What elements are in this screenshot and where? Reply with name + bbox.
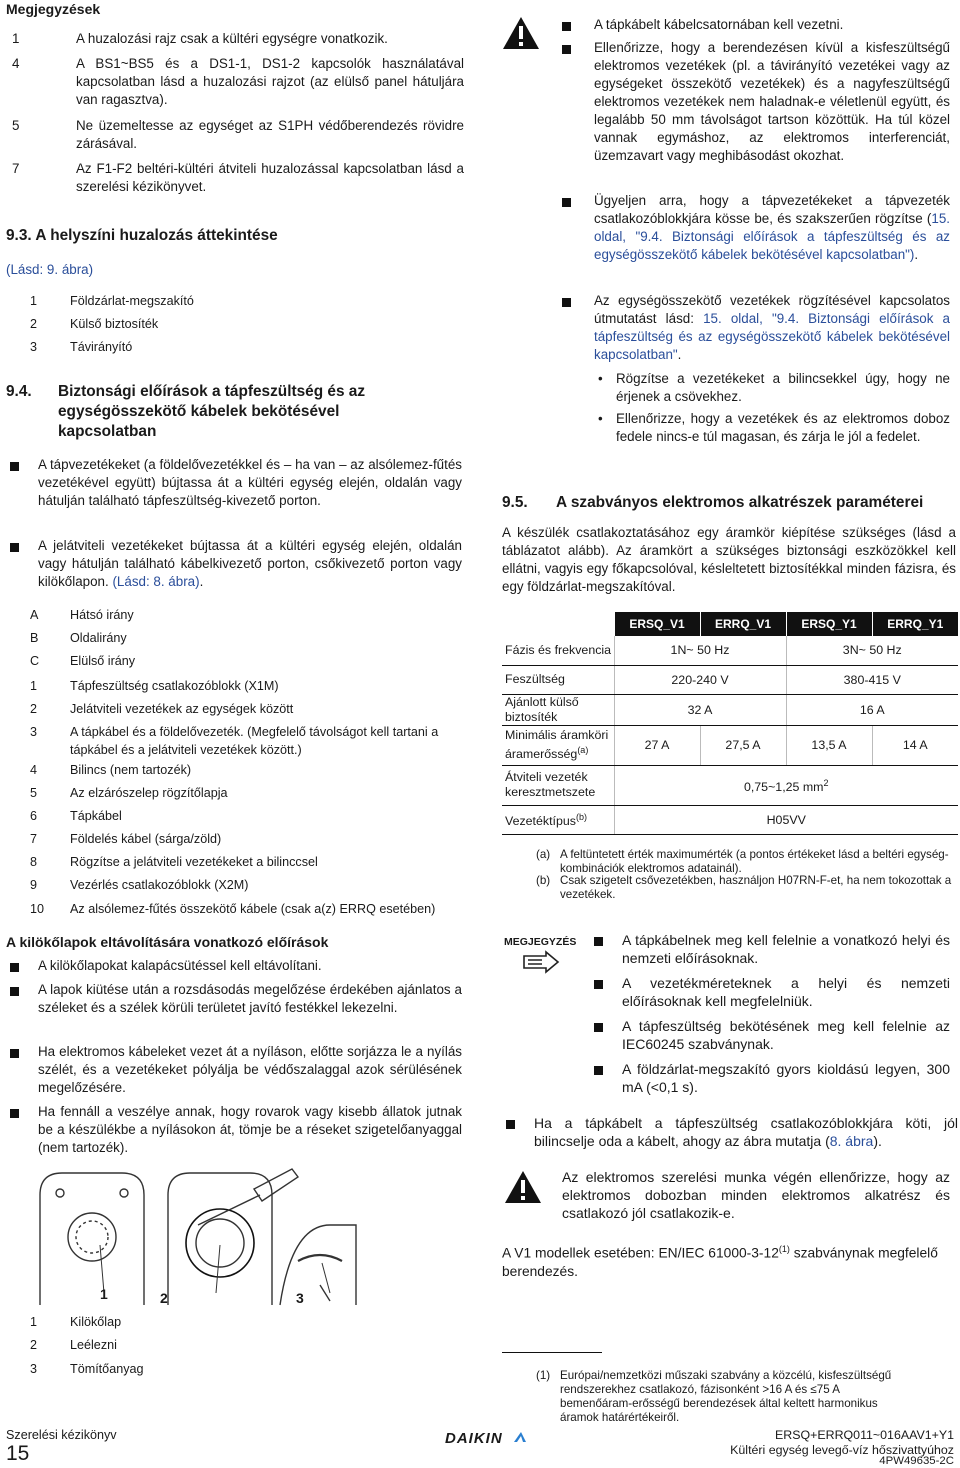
- file-tool: [198, 1169, 298, 1225]
- daikin-logo-mark-icon: [513, 1431, 527, 1443]
- section-9-3-title: 9.3. A helyszíni huzalozás áttekintése: [6, 227, 278, 244]
- clamp-instruction: [534, 1114, 958, 1150]
- knockout-item: A lapok kiütése után a rozsdásodás megelőzése érdekében ajánlatos a széleket és a szélek körüli területet javító festékkel lekezelni.: [38, 982, 462, 1015]
- pointing-hand-icon: [522, 950, 560, 974]
- legend-num: 1: [30, 679, 38, 693]
- legend-text: Az elzárószelep rögzítőlapja: [70, 786, 228, 800]
- daikin-logo: DAIKIN: [445, 1430, 503, 1447]
- item-num: 1: [30, 1315, 38, 1329]
- bullet-square-icon: [562, 298, 571, 307]
- table-cell: 220-240 V: [614, 665, 786, 694]
- bullet-square-icon: [594, 1023, 603, 1032]
- table-corner: [502, 612, 614, 636]
- table-note-num: (a): [536, 848, 551, 861]
- v1-standard: [502, 1240, 956, 1281]
- note-text: A BS1~BS5 és a DS1-1, DS1-2 kapcsolók használatával kapcsolatban lásd a huzalozási rajzot (az elülső panel hátuljára van ragasztva).: [76, 56, 464, 107]
- figure-label: 2: [160, 1290, 168, 1306]
- note-num: 1: [12, 31, 20, 46]
- cell-value: 0,75~1,25 mm: [743, 780, 824, 795]
- footnote-num: (1): [536, 1369, 551, 1382]
- legend-num: B: [30, 631, 39, 645]
- knockout-hole-2: [196, 1219, 244, 1267]
- item-num: 2: [30, 317, 38, 331]
- figure-label: 3: [296, 1290, 304, 1306]
- row-label: Átviteli vezeték keresztmetszete: [502, 765, 614, 805]
- section-9-5-intro: A készülék csatlakoztatásához egy áramkör kiépítése szükséges (lásd a táblázatot alább). Az áramkört a szükséges biztonsági eszközökkel kell ellátni, vagyis egy főkapcsolóval, késleltetett biztosítékkal minden fázisra, és egy földzárlat-megszakítóval.: [502, 525, 956, 594]
- item-num: 2: [30, 1338, 38, 1352]
- section-9-4-link[interactable]: 15. oldal, "9.4. Biztonsági előírások a tápfeszültség és az egységösszekötő kábelek bekötésével kapcsolatban": [594, 311, 950, 362]
- legend-text: Vezérlés csatlakozóblokk (X2M): [70, 878, 249, 892]
- figure-8-link[interactable]: (Lásd: 8. ábra): [112, 574, 200, 589]
- legend-text: Hátsó irány: [70, 608, 134, 622]
- row-label: Ajánlott külső biztosíték: [502, 694, 614, 725]
- note-num: 4: [12, 56, 20, 71]
- warning-icon: [502, 16, 540, 50]
- warn-bullet-text: Ügyeljen arra, hogy a tápvezetékeket a tápvezeték csatlakozóblokkjára kösse be, és szakszerűen rögzítse (: [594, 193, 950, 226]
- warn-bullet-text: .: [914, 247, 919, 262]
- bullet-square-icon: [506, 1120, 515, 1129]
- warn-bullet: Ellenőrizze, hogy a berendezésen kívül a kisfeszültségű elektromos vezetékek (pl. a távirányító vezetékei vagy az egységeket összekötő vezetékek) és a nagyfeszültségű elektromos vezetékek nem haladnak-e véletlenül együtt, és legalább 50 mm távolságot tartson közöttük. Ha túl közel vannak egymáshoz, az elektromos interferenciát, üzemzavart vagy meghibásodást okozhat.: [594, 40, 950, 163]
- v1-text: szabványnak megfelelő berendezés.: [502, 1245, 938, 1279]
- footer-subtitle: Kültéri egység levegő-víz hőszivattyúhoz: [730, 1443, 954, 1457]
- item-text: Tömítőanyag: [70, 1362, 144, 1376]
- bullet-square-icon: [562, 198, 571, 207]
- table-cell: 27 A: [614, 725, 700, 765]
- footnote-ref: (b): [575, 811, 587, 822]
- bullet-square-icon: [10, 987, 19, 996]
- legend-text: Rögzítse a jelátviteli vezetékeket a bilinccsel: [70, 855, 318, 869]
- bullet-square-icon: [10, 1049, 19, 1058]
- table-cell: 14 A: [872, 725, 958, 765]
- legend-num: 4: [30, 763, 38, 777]
- row-label: [502, 725, 614, 765]
- table-cell: 380-415 V: [786, 665, 958, 694]
- warn-bullet-text: .: [677, 347, 682, 362]
- s94-bullet-2-text: A jelátviteli vezetékeket bújtassa át a kültéri egység elején, oldalán vagy hátulján található kábelkivezető porton, csőkivezető porton vagy kilökőlapon.: [38, 538, 462, 589]
- table-cell: 1N~ 50 Hz: [614, 636, 786, 665]
- figure-8-link[interactable]: 8. ábra: [829, 1133, 874, 1149]
- table-note-text: A feltüntetett érték maximumérték (a pontos értékeket lásd a beltéri egység-kombinációk elektromos adatainál).: [560, 848, 949, 875]
- bullet-square-icon: [594, 1066, 603, 1075]
- knockout-figure: [30, 1165, 360, 1310]
- page-number: 15: [6, 1442, 30, 1465]
- legend-num: 5: [30, 786, 38, 800]
- item-num: 3: [30, 340, 38, 354]
- bullet-square-icon: [562, 22, 571, 31]
- s94-bullet-1: A tápvezetékeket (a földelővezetékkel és – ha van – az alsólemez-fűtés vezetékével együtt) bújtassa át a kültéri egység elején, oldalán vagy hátulján található tápfeszültség-kivezető porton.: [38, 457, 462, 508]
- section-9-5-title: A szabványos elektromos alkatrészek paraméterei: [556, 494, 924, 511]
- sub-bullet-icon: •: [598, 411, 603, 426]
- sub-bullet-icon: •: [598, 371, 603, 386]
- electrical-spec-table: [502, 612, 958, 835]
- section-9-3-ref: (Lásd: 9. ábra): [6, 262, 94, 277]
- note-item: A vezetékméreteknek a helyi és nemzeti előírásoknak kell megfelelniük.: [622, 975, 950, 1009]
- legend-num: 8: [30, 855, 38, 869]
- legend-num: A: [30, 608, 39, 622]
- table-cell: 13,5 A: [786, 725, 872, 765]
- legend-text: Tápfeszültség csatlakozóblokk (X1M): [70, 679, 279, 693]
- clamp-text: Ha a tápkábelt a tápfeszültség csatlakozóblokkjára köti, jól bilincselje oda a kábelt, ahogy az ábra mutatja (: [534, 1115, 958, 1149]
- note-num: 7: [12, 161, 20, 176]
- knockout-item: Ha fennáll a veszélye annak, hogy rovarok vagy kisebb állatok jutnak be a készülékbe a nyílásokon át, tömje be a réseket szigetelőanyaggal (nem tartozék).: [38, 1104, 462, 1155]
- section-9-5-num: 9.5.: [502, 494, 528, 511]
- knockout-item: A kilökőlapokat kalapácsütéssel kell eltávolítani.: [38, 958, 322, 973]
- footer-manual-title: Szerelési kézikönyv: [6, 1428, 117, 1442]
- item-text: Földzárlat-megszakító: [70, 294, 194, 308]
- item-text: Külső biztosíték: [70, 317, 159, 331]
- table-header: ERSQ_V1: [614, 612, 700, 636]
- table-row: [502, 694, 958, 725]
- bullet-square-icon: [594, 937, 603, 946]
- legend-text: Földelés kábel (sárga/zöld): [70, 832, 222, 846]
- s94-bullet-2: A jelátviteli vezetékeket bújtassa át a kültéri egység elején, oldalán vagy hátulján található kábelkivezető porton, csőkivezető porton vagy kilökőlapon. (Lásd: 8. ábra).: [38, 538, 462, 589]
- legend-num: 3: [30, 725, 38, 739]
- notes-header: Megjegyzések: [6, 1, 101, 17]
- table-cell: 16 A: [786, 694, 958, 725]
- legend-num: 2: [30, 702, 38, 716]
- legend-text: Bilincs (nem tartozék): [70, 763, 192, 777]
- item-num: 3: [30, 1362, 38, 1376]
- legend-num: C: [30, 654, 40, 668]
- table-row: [502, 636, 958, 665]
- table-cell: 32 A: [614, 694, 786, 725]
- warn-sub-bullet: Ellenőrizze, hogy a vezetékek és az elektromos doboz fedele nincs-e túl magasan, és zárja le jól a fedelet.: [616, 411, 950, 444]
- row-label-text: Minimális áramköri áramerősség: [505, 727, 609, 762]
- footnote-ref: (1): [778, 1244, 790, 1254]
- legend-text: Oldalirány: [70, 631, 127, 645]
- legend-text: Elülső irány: [70, 654, 136, 668]
- v1-text: A V1 modellek esetében: EN/IEC 61000-3-12: [502, 1245, 779, 1261]
- table-cell: [614, 765, 958, 805]
- knockout-panel-3: [280, 1225, 356, 1305]
- warn-sub-bullet: Rögzítse a vezetékeket a bilincsekkel úgy, hogy ne érjenek a csövekhez.: [616, 371, 950, 404]
- row-label-text: Vezetéktípus: [505, 814, 576, 829]
- row-label: [502, 805, 614, 834]
- warn-bullet: A tápkábelt kábelcsatornában kell vezetni.: [594, 17, 844, 32]
- legend-text: Az alsólemez-fűtés összekötő kábele (csak a(z) ERRQ esetében): [70, 902, 436, 916]
- footnote-text: Európai/nemzetközi műszaki szabvány a közcélú, kisfeszültségű rendszerekhez csatlakozó, fázisonként >16 A és ≤75 A bemenőáram-erősségű berendezések által keltett harmonikus áramok határértékeiről.: [560, 1369, 892, 1424]
- section-9-4-num: 9.4.: [6, 383, 32, 400]
- table-row: [502, 665, 958, 694]
- bullet-square-icon: [10, 1109, 19, 1118]
- item-text: Leélezni: [70, 1338, 117, 1352]
- note-num: 5: [12, 118, 20, 133]
- footnote-ref: (a): [577, 744, 589, 755]
- figure-label: 1: [100, 1286, 108, 1302]
- footnote-divider: [502, 1352, 602, 1353]
- item-text: Kilökőlap: [70, 1315, 122, 1329]
- clamp-text: ).: [873, 1133, 882, 1149]
- superscript: 2: [823, 777, 829, 788]
- bullet-square-icon: [10, 963, 19, 972]
- legend-text: Jelátviteli vezetékek az egységek között: [70, 702, 294, 716]
- warn-bullet: [594, 192, 950, 264]
- footer-model: ERSQ+ERRQ011~016AAV1+Y1: [775, 1428, 954, 1442]
- table-cell: H05VV: [614, 805, 958, 834]
- table-header-row: [502, 612, 958, 636]
- legend-text: A tápkábel és a földelővezeték. (Megfelelő távolságot kell tartani a tápkábel és a jelátviteli vezetékek között.): [70, 725, 439, 757]
- table-header: ERSQ_Y1: [786, 612, 872, 636]
- note-text: Ne üzemeltesse az egységet az S1PH védőberendezés rövidre zárásával.: [76, 118, 464, 151]
- section-9-4-link[interactable]: 15. oldal, "9.4. Biztonsági előírások a tápfeszültség és az egységösszekötő kábelek bekötésével kapcsolatban"): [594, 211, 950, 262]
- knockout-title: A kilökőlapok eltávolítására vonatkozó előírások: [6, 934, 329, 950]
- section-9-4-title: Biztonsági előírások a tápfeszültség és az egységösszekötő kábelek bekötésével kapcsolatban: [58, 383, 366, 440]
- table-note-num: (b): [536, 874, 551, 887]
- bullet-square-icon: [562, 45, 571, 54]
- note-item: A tápfeszültség bekötésének meg kell felelnie az IEC60245 szabványnak.: [622, 1018, 950, 1052]
- warn-bullet-text: Az egységösszekötő vezetékek rögzítésével kapcsolatos útmutatást lásd:: [594, 293, 950, 326]
- footer-doc-code: 4PW49635-2C: [879, 1455, 954, 1467]
- item-num: 1: [30, 294, 38, 308]
- note-text: A huzalozási rajz csak a kültéri egységre vonatkozik.: [76, 31, 388, 46]
- table-note-text: Csak szigetelt csővezetékben, használjon H07RN-F-et, ha nem tokozottak a vezetékek.: [560, 874, 952, 901]
- knockout-item: Ha elektromos kábeleket vezet át a nyíláson, előtte sorjázza le a nyílás szélét, és a vezetékeket pólyálja be védőszalaggal azok sérülésének megelőzésére.: [38, 1044, 462, 1095]
- bullet-square-icon: [10, 543, 19, 552]
- table-row: [502, 805, 958, 834]
- row-label: Feszültség: [502, 665, 614, 694]
- note-text: Az F1-F2 beltéri-kültéri átviteli huzalozással kapcsolatban lásd a szerelési kézikönyvet.: [76, 161, 464, 194]
- table-cell: 27,5 A: [700, 725, 786, 765]
- warning-icon: [504, 1170, 542, 1204]
- note-item: A földzárlat-megszakító gyors kioldású legyen, 300 mA (<0,1 s).: [622, 1061, 950, 1095]
- table-header: ERRQ_Y1: [872, 612, 958, 636]
- table-row: [502, 725, 958, 765]
- note-item: A tápkábelnek meg kell felelnie a vonatkozó helyi és nemzeti előírásoknak.: [622, 932, 950, 966]
- bullet-square-icon: [10, 462, 19, 471]
- legend-num: 9: [30, 878, 38, 892]
- legend-text: Tápkábel: [70, 809, 122, 823]
- row-label: Fázis és frekvencia: [502, 636, 614, 665]
- legend-num: 7: [30, 832, 38, 846]
- warn-bullet: [594, 292, 950, 364]
- item-text: Távirányító: [70, 340, 133, 354]
- legend-num: 10: [30, 902, 45, 916]
- note-label: MEGJEGYZÉS: [504, 936, 577, 948]
- table-cell: 3N~ 50 Hz: [786, 636, 958, 665]
- legend-num: 6: [30, 809, 38, 823]
- table-row: [502, 765, 958, 805]
- final-check-warning: Az elektromos szerelési munka végén ellenőrizze, hogy az elektromos dobozban minden elektromos alkatrész és csatlakozó jól csatlakozik-e.: [562, 1169, 950, 1221]
- bullet-square-icon: [594, 980, 603, 989]
- table-header: ERRQ_V1: [700, 612, 786, 636]
- knockout-hole-1: [68, 1213, 116, 1261]
